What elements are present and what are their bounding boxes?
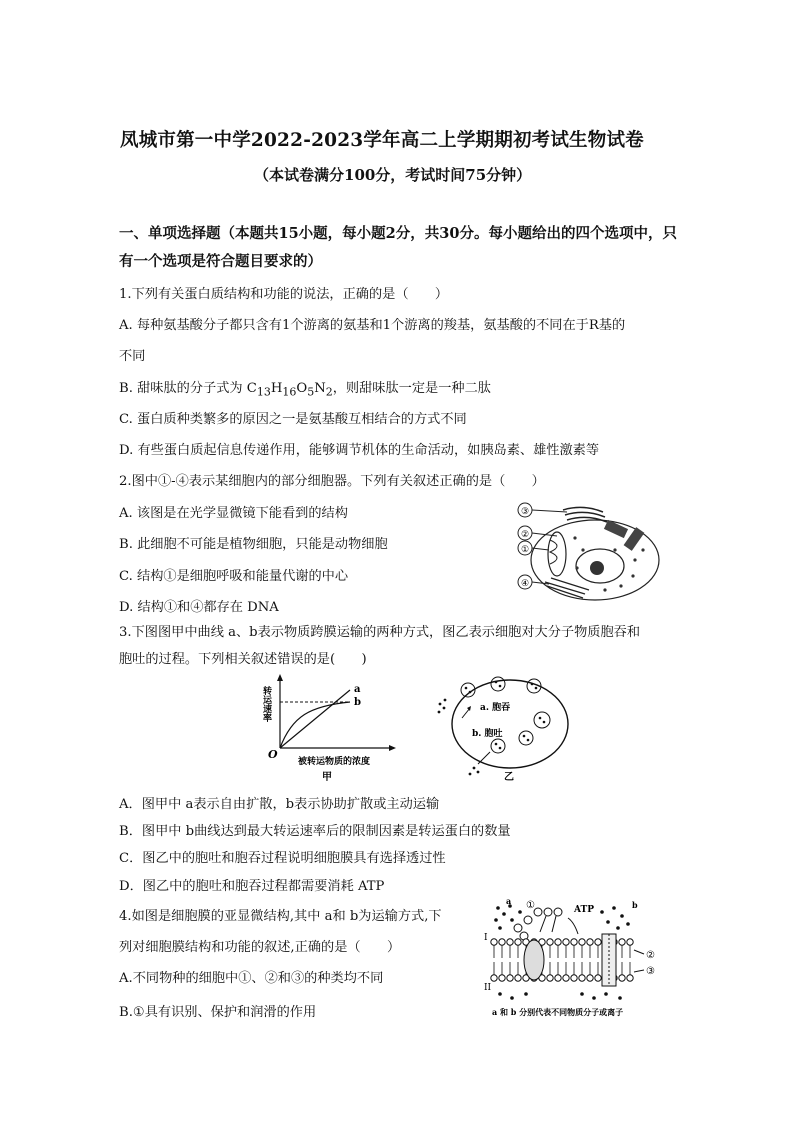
q3-jia-caption: 甲 xyxy=(322,772,332,783)
q2-option-a: A. 该图是在光学显微镜下能看到的结构 xyxy=(119,506,348,521)
q1-option-d: D. 有些蛋白质起信息传递作用，能够调节机体的生命活动，如胰岛素、雄性激素等 xyxy=(119,443,600,458)
q2-label-4: ④ xyxy=(520,579,530,589)
q3-stem-line1: 3.下图图甲中曲线 a、b表示物质跨膜运输的两种方式，图乙表示细胞对大分子物质胞吞和 xyxy=(119,625,641,640)
q3-option-b: B．图甲中 b曲线达到最大转运速率后的限制因素是转运蛋白的数量 xyxy=(119,824,511,839)
q4-membrane-figure xyxy=(482,898,660,1018)
q2-option-c: C. 结构①是细胞呼吸和能量代谢的中心 xyxy=(119,569,349,584)
q4-stem-line1: 4.如图是细胞膜的亚显微结构,其中 a和 b为运输方式,下 xyxy=(119,909,442,924)
section-heading-line1: 一、单项选择题（本题共15小题，每小题2分，共30分。每小题给出的四个选项中，只 xyxy=(119,225,677,242)
q3-stem-line2: 胞吐的过程。下列相关叙述错误的是( ) xyxy=(119,652,367,667)
q4-label-2: ② xyxy=(646,950,655,961)
exam-info: （本试卷满分100分，考试时间75分钟） xyxy=(254,166,532,184)
q1-option-c: C. 蛋白质种类繁多的原因之一是氨基酸互相结合的方式不同 xyxy=(119,412,467,427)
q3-jia-curve-a: a xyxy=(354,684,361,695)
q1-stem: 1.下列有关蛋白质结构和功能的说法，正确的是（ ） xyxy=(119,287,449,302)
q3-jia-ylabel: 转运速率 xyxy=(261,686,271,722)
q3-yi-label-a: a. 胞吞 xyxy=(480,703,511,713)
q3-jia-xlabel: 被转运物质的浓度 xyxy=(298,757,371,767)
q4-label-b: b xyxy=(632,900,638,910)
q1-option-a-line2: 不同 xyxy=(119,349,146,364)
q4-label-3: ③ xyxy=(646,966,655,977)
q4-option-b: B.①具有识别、保护和润滑的作用 xyxy=(119,1005,317,1020)
q3-cell-yi xyxy=(434,672,574,784)
q3-yi-label-b: b. 胞吐 xyxy=(472,729,503,739)
q2-cell-figure xyxy=(505,498,665,606)
q4-side-1: I xyxy=(484,933,488,943)
q4-label-1: ① xyxy=(526,900,535,911)
q2-option-b: B. 此细胞不可能是植物细胞，只能是动物细胞 xyxy=(119,537,388,552)
q1-option-a-line1: A. 每种氨基酸分子都只含有1个游离的氨基和1个游离的羧基，氨基酸的不同在于R基的 xyxy=(119,318,626,333)
q2-label-1: ① xyxy=(520,545,530,555)
q4-caption: a 和 b 分别代表不同物质分子或离子 xyxy=(492,1007,624,1017)
section-heading xyxy=(119,220,679,276)
page-title: 凤城市第一中学2022-2023学年高二上学期期初考试生物试卷 xyxy=(120,130,644,151)
q2-stem: 2.图中①-④表示某细胞内的部分细胞器。下列有关叙述正确的是（ ） xyxy=(119,474,545,489)
q3-option-c: C．图乙中的胞吐和胞吞过程说明细胞膜具有选择透过性 xyxy=(119,851,446,866)
q3-option-a: A．图甲中 a表示自由扩散，b表示协助扩散或主动运输 xyxy=(119,797,440,812)
q2-label-3: ③ xyxy=(520,507,530,517)
q3-jia-curve-b: b xyxy=(354,697,361,708)
q4-label-a: a xyxy=(506,898,512,906)
q4-stem-line2: 列对细胞膜结构和功能的叙述,正确的是（ ） xyxy=(119,940,401,955)
q4-option-a: A.不同物种的细胞中①、②和③的种类均不同 xyxy=(119,971,384,986)
q4-atp-label: ATP xyxy=(574,905,594,915)
section-heading-line2: 有一个选项是符合题目要求的） xyxy=(119,253,322,270)
q3-jia-origin: O xyxy=(268,748,278,761)
q2-label-2: ② xyxy=(520,530,530,540)
q3-graph-jia xyxy=(258,672,398,784)
q3-yi-caption: 乙 xyxy=(504,772,514,783)
q1-option-b: B. 甜味肽的分子式为 $C_{13}H_{16}O_5N_2$，则甜味肽一定是一种二肽 xyxy=(119,381,491,399)
q3-option-d: D．图乙中的胞吐和胞吞过程都需要消耗 ATP xyxy=(119,879,385,894)
q2-option-d: D. 结构①和④都存在 DNA xyxy=(119,600,279,615)
q4-side-2: II xyxy=(484,983,492,993)
